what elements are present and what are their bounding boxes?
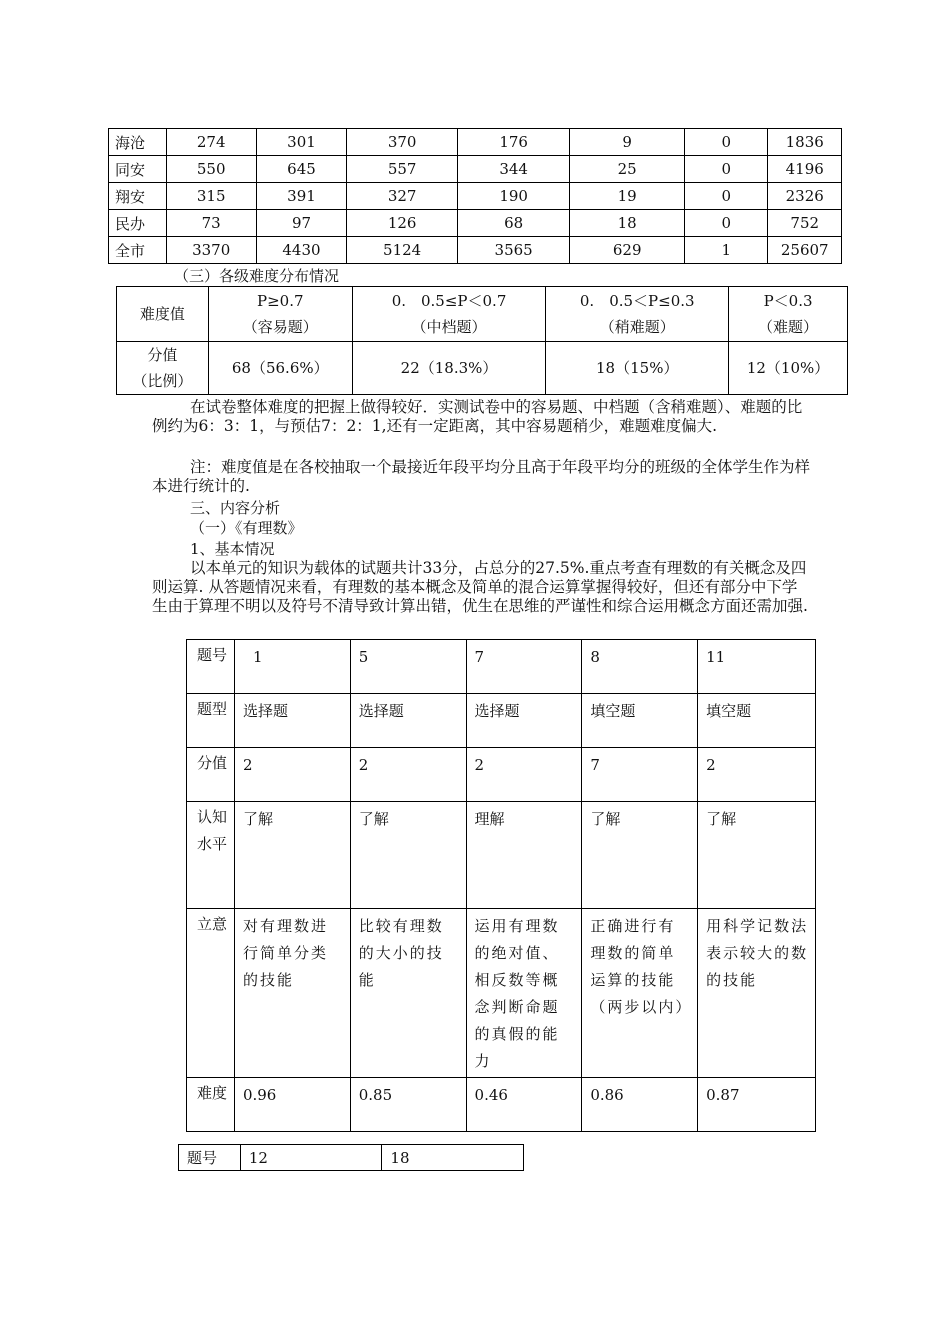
section-heading: （三）各级难度分布情况 (174, 267, 340, 285)
cell: 645 (256, 156, 347, 183)
row-label: 立意 (187, 909, 235, 1078)
cell: 了解 (234, 802, 350, 909)
cell: 5 (350, 640, 466, 694)
table-row (117, 287, 848, 342)
cell: 2 (234, 748, 350, 802)
cell: 370 (347, 129, 458, 156)
header-cell (546, 287, 729, 342)
table-row (117, 342, 848, 395)
header-cell (208, 287, 352, 342)
cell: 190 (457, 183, 569, 210)
cell: 7 (582, 748, 698, 802)
cell: 1 (234, 640, 350, 694)
cell: 18 (570, 210, 685, 237)
row-label: 认知水平 (187, 802, 235, 909)
range-label: （容易题） (242, 318, 318, 336)
cell: 97 (256, 210, 347, 237)
cell: 18 (382, 1145, 524, 1171)
cell: 0 (685, 129, 768, 156)
cell: 选择题 (466, 694, 582, 748)
cell: 68 (457, 210, 569, 237)
cell: 0.86 (582, 1078, 698, 1132)
table-row (187, 640, 816, 694)
cell: 0.87 (698, 1078, 816, 1132)
cell: 2326 (768, 183, 842, 210)
district-name: 民办 (109, 210, 167, 237)
table-row (109, 183, 842, 210)
cell: 550 (166, 156, 256, 183)
paragraph (152, 559, 810, 616)
score-label: 分值 (147, 346, 178, 364)
range-text: P＜0.3 (763, 292, 813, 310)
cell: 选择题 (350, 694, 466, 748)
range-text: P≥0.7 (256, 292, 304, 310)
paragraph-text: 以本单元的知识为载体的试题共计33分，占总分的27.5%.重点考查有理数的有关概念及四则运算. 从答题情况来看，有理数的基本概念及简单的混合运算掌握得较好，但还有部分中下学生由于算理不明以及符号不清导致计算出错，优生在思维的严谨性和综合运用概念方面还需加强. (152, 559, 808, 615)
cell: 2 (350, 748, 466, 802)
cell: 0 (685, 210, 768, 237)
cell: 68（56.6%） (208, 342, 352, 395)
cell: 301 (256, 129, 347, 156)
cell: 2 (698, 748, 816, 802)
subsection-heading: 1、基本情况 (190, 540, 275, 558)
cell: 176 (457, 129, 569, 156)
district-name: 海沧 (109, 129, 167, 156)
cell: 344 (457, 156, 569, 183)
district-table (108, 128, 842, 264)
table-row (187, 802, 816, 909)
table-row (187, 748, 816, 802)
cell: 4430 (256, 237, 347, 264)
table-row (187, 1078, 816, 1132)
cell: 1 (685, 237, 768, 264)
row-label: 题型 (187, 694, 235, 748)
row-label (117, 342, 209, 395)
cell: 73 (166, 210, 256, 237)
cell: 22（18.3%） (352, 342, 546, 395)
cell: 了解 (350, 802, 466, 909)
table-row (187, 909, 816, 1078)
table-row (109, 156, 842, 183)
cell: 0 (685, 183, 768, 210)
cell: 752 (768, 210, 842, 237)
difficulty-label: 难度值 (117, 287, 209, 342)
cell: 11 (698, 640, 816, 694)
district-name: 全市 (109, 237, 167, 264)
cell: 8 (582, 640, 698, 694)
cell: 126 (347, 210, 458, 237)
table-row (187, 694, 816, 748)
cell: 运用有理数的绝对值、相反数等概念判断命题的真假的能力 (466, 909, 582, 1078)
cell: 填空题 (582, 694, 698, 748)
district-name: 翔安 (109, 183, 167, 210)
cell: 3370 (166, 237, 256, 264)
cell: 对有理数进行简单分类的技能 (234, 909, 350, 1078)
paragraph (152, 458, 810, 496)
cell: 4196 (768, 156, 842, 183)
cell: 比较有理数的大小的技能 (350, 909, 466, 1078)
cell: 了解 (698, 802, 816, 909)
header-cell (352, 287, 546, 342)
cell: 18（15%） (546, 342, 729, 395)
cell: 274 (166, 129, 256, 156)
cell: 用科学记数法表示较大的数的技能 (698, 909, 816, 1078)
range-text: 0. 0.5＜P≤0.3 (579, 292, 695, 310)
paragraph-text: 在试卷整体难度的把握上做得较好．实测试卷中的容易题、中档题（含稍难题）、难题的比例约为6：3：1，与预估7：2：1,还有一定距离，其中容易题稍少，难题难度偏大. (152, 398, 803, 435)
table-row (179, 1145, 524, 1171)
cell: 7 (466, 640, 582, 694)
difficulty-table (116, 286, 848, 395)
cell: 0.96 (234, 1078, 350, 1132)
subsection-heading: （一）《有理数》 (190, 519, 303, 537)
cell: 557 (347, 156, 458, 183)
range-label: （中档题） (411, 318, 487, 336)
cell: 0.85 (350, 1078, 466, 1132)
table-row (109, 237, 842, 264)
item-table (186, 639, 816, 1132)
section-heading: 三、内容分析 (190, 499, 281, 517)
paragraph-text: 注：难度值是在各校抽取一个最接近年段平均分且高于年段平均分的班级的全体学生作为样本进行统计的. (152, 458, 811, 495)
header-cell (729, 287, 848, 342)
row-label: 题号 (179, 1145, 241, 1171)
cell: 9 (570, 129, 685, 156)
district-name: 同安 (109, 156, 167, 183)
cell: 0 (685, 156, 768, 183)
paragraph (152, 398, 810, 436)
cell: 填空题 (698, 694, 816, 748)
cell: 25607 (768, 237, 842, 264)
cell: 12（10%） (729, 342, 848, 395)
cell: 12 (240, 1145, 382, 1171)
cell: 0.46 (466, 1078, 582, 1132)
cell: 3565 (457, 237, 569, 264)
range-label: （稍难题） (599, 318, 675, 336)
range-text: 0. 0.5≤P＜0.7 (391, 292, 507, 310)
cell: 5124 (347, 237, 458, 264)
cell: 391 (256, 183, 347, 210)
table-row (109, 210, 842, 237)
cell: 正确进行有理数的简单运算的技能（两步以内） (582, 909, 698, 1078)
cell: 了解 (582, 802, 698, 909)
cell: 理解 (466, 802, 582, 909)
cell: 629 (570, 237, 685, 264)
table-row (109, 129, 842, 156)
ratio-label: （比例） (132, 372, 193, 390)
cell: 25 (570, 156, 685, 183)
cell: 19 (570, 183, 685, 210)
row-label: 题号 (187, 640, 235, 694)
cell: 选择题 (234, 694, 350, 748)
cell: 2 (466, 748, 582, 802)
row-label: 难度 (187, 1078, 235, 1132)
row-label: 分值 (187, 748, 235, 802)
cell: 327 (347, 183, 458, 210)
cell: 315 (166, 183, 256, 210)
item-table-continued (178, 1144, 524, 1171)
cell: 1836 (768, 129, 842, 156)
range-label: （难题） (758, 318, 819, 336)
